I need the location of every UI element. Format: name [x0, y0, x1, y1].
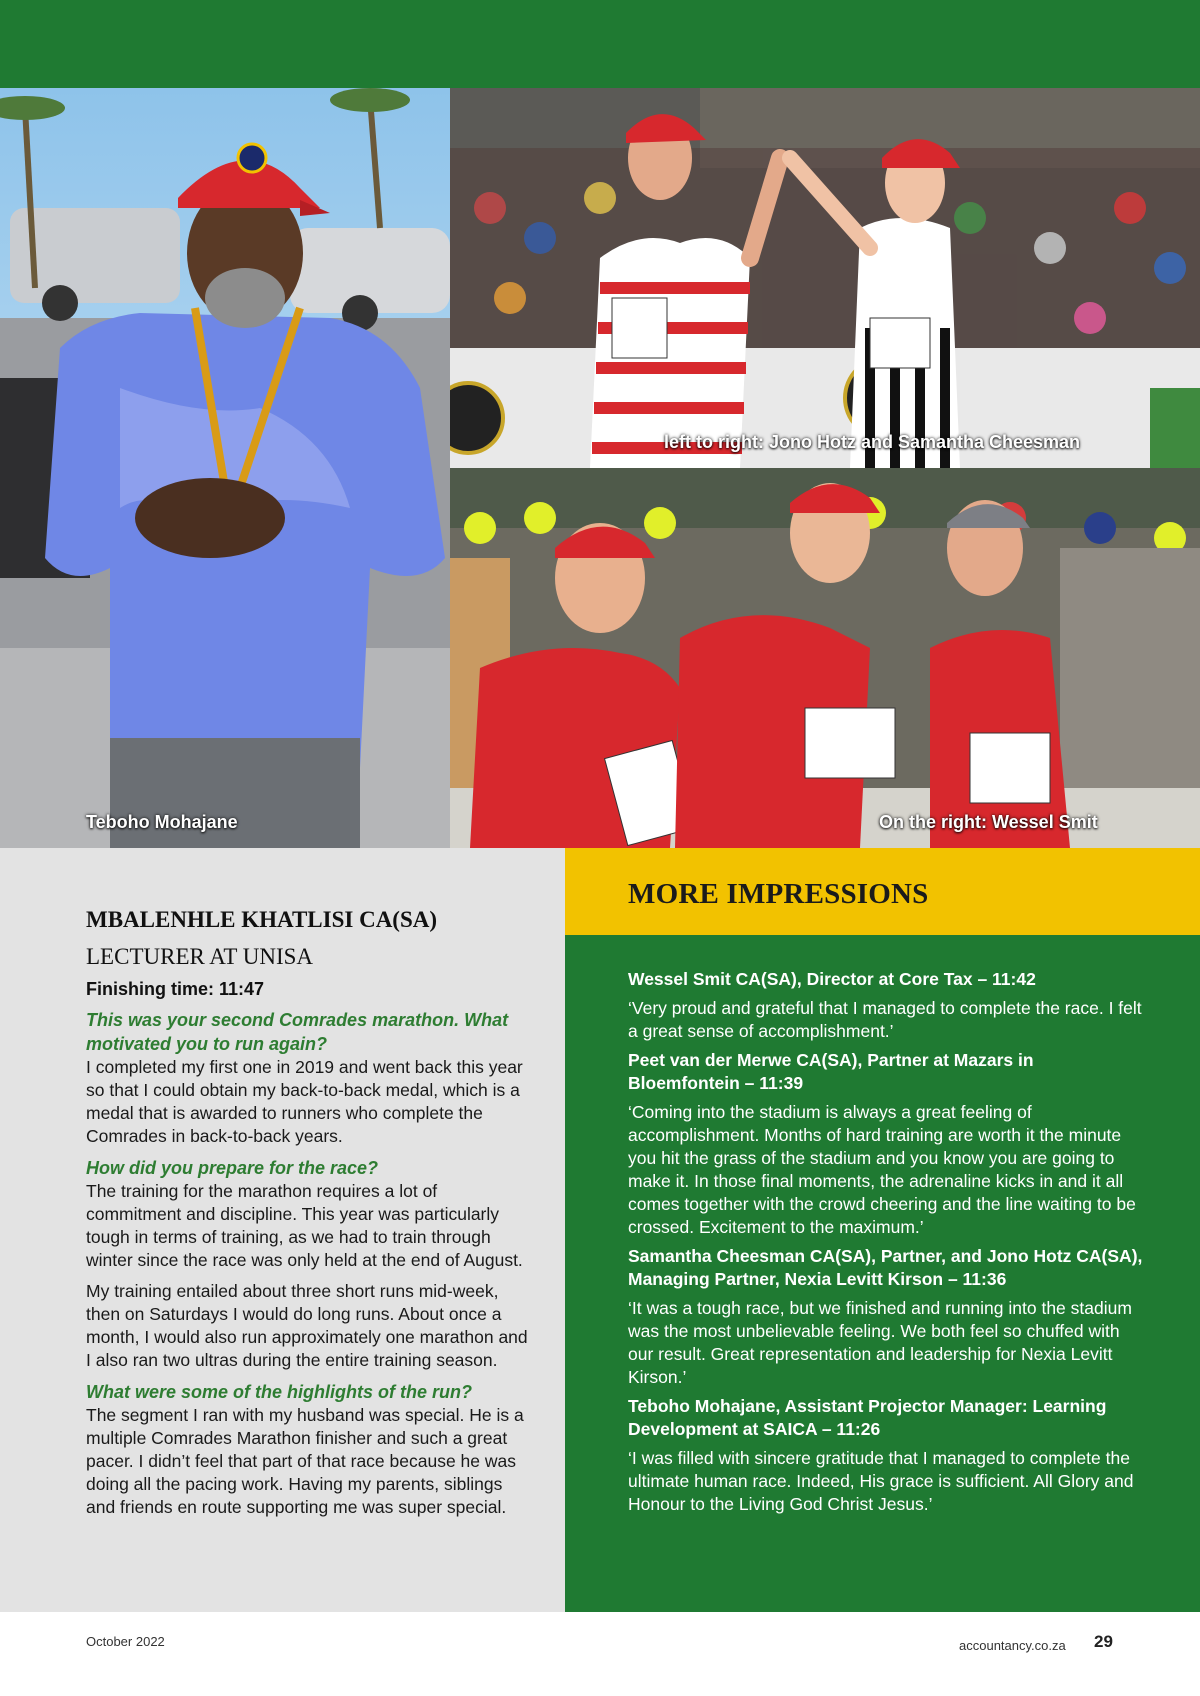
profile-name: MBALENHLE KHATLISI CA(SA) — [86, 907, 438, 932]
impression-quote-3: ‘It was a tough race, but we finished and running into the stadium was the most unbelievable feeling. We both feel so chuffed with our result. Great representation and leadership for Nexia Levitt Kirson.’ — [628, 1298, 1132, 1387]
finishing-time: Finishing time: 11:47 — [86, 979, 265, 999]
impressions-header — [565, 848, 1200, 935]
answer-3: The segment I ran with my husband was special. He is a multiple Comrades Marathon finisher and such a great pacer. I didn’t feel that part of that race because he was doing all the pacing work. Having my parents, siblings and friends en route supporting me was super special. — [86, 1405, 524, 1517]
answer-1: I completed my first one in 2019 and went back this year so that I could obtain my back-to-back medal, which is a medal that is awarded to runners who complete the Comrades in back-to-back years. — [86, 1057, 523, 1146]
footer-date: October 2022 — [86, 1634, 165, 1649]
impression-heading-1: Wessel Smit CA(SA), Director at Core Tax – 11:42 — [628, 969, 1036, 989]
top-green-bar — [0, 0, 1200, 88]
question-2: How did you prepare for the race? — [86, 1158, 379, 1178]
profile-qa — [86, 1008, 536, 1527]
photo-teboho-mohajane — [0, 88, 450, 848]
impression-quote-4: ‘I was filled with sincere gratitude that I managed to complete the ultimate human race. Indeed, His grace is sufficient. All Glory and Honour to the Living God Christ Jesus.’ — [628, 1448, 1134, 1514]
page-number: 29 — [1094, 1632, 1113, 1651]
impression-quote-1: ‘Very proud and grateful that I managed to complete the race. I felt a great sense of accomplishment.’ — [628, 998, 1142, 1041]
photo-hotz-cheesman — [450, 88, 1200, 468]
profile-role: LECTURER AT UNISA — [86, 944, 314, 969]
question-1: This was your second Comrades marathon. What motivated you to run again? — [86, 1010, 509, 1054]
impression-heading-2: Peet van der Merwe CA(SA), Partner at Mazars in Bloemfontein – 11:39 — [628, 1050, 1034, 1093]
caption-left-photo: Teboho Mohajane — [86, 812, 238, 832]
impression-heading-3: Samantha Cheesman CA(SA), Partner, and Jono Hotz CA(SA), Managing Partner, Nexia Levitt Kirson – 11:36 — [628, 1246, 1143, 1289]
caption-top-right-photo: left to right: Jono Hotz and Samantha Cheesman — [664, 432, 1081, 452]
impression-quote-2: ‘Coming into the stadium is always a great feeling of accomplishment. Months of hard training are worth it the minute you hit the grass of the stadium and you know you are going to make it. In those final moments, the adrenaline kicks in and it all comes together with the crowd cheering and the line waiting to be crossed. Excitement to the maximum.’ — [628, 1102, 1136, 1237]
photo-wessel-smit-group — [450, 468, 1200, 848]
answer-2a: The training for the marathon requires a lot of commitment and discipline. This year was particularly tough in terms of training, as we had to train through winter since the race was only held at the end of August. — [86, 1181, 523, 1270]
impressions-list — [628, 968, 1148, 1522]
answer-2b: My training entailed about three short runs mid-week, then on Saturdays I would do long runs. About once a month, I would also run approximately one marathon and I also ran two ultras during the entire training season. — [86, 1281, 528, 1370]
question-3: What were some of the highlights of the run? — [86, 1382, 472, 1402]
impression-heading-4: Teboho Mohajane, Assistant Projector Manager: Learning Development at SAICA – 11:26 — [628, 1396, 1107, 1439]
impressions-title: MORE IMPRESSIONS — [628, 878, 929, 910]
footer-site: accountancy.co.za — [959, 1638, 1066, 1653]
caption-bottom-right-photo: On the right: Wessel Smit — [879, 812, 1098, 832]
